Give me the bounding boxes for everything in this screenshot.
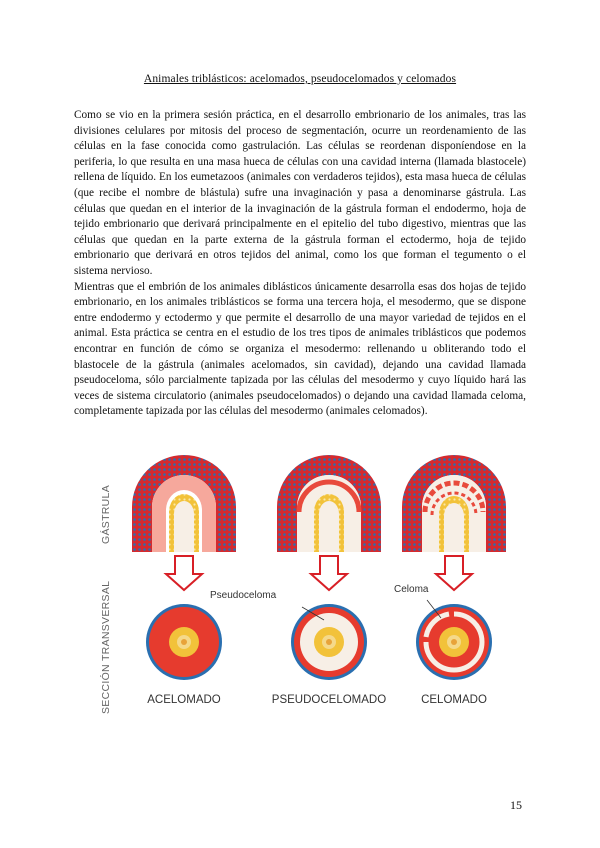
body-text [74, 108, 526, 420]
section-pseudocelomado [291, 604, 367, 680]
caption-pseudocelomado: PSEUDOCELOMADO [271, 694, 387, 706]
page-title: Animales triblásticos: acelomados, pseudocelomados y celomados [143, 73, 457, 85]
annotation-pseudoceloma: Pseudoceloma [210, 590, 277, 601]
gastrula-acelomado [132, 455, 236, 552]
section-acelomado [146, 604, 222, 680]
gastrula-pseudocelomado [277, 455, 381, 552]
row-label-gastrula: GÁSTRULA [100, 485, 112, 544]
section-celomado [416, 600, 492, 680]
embryo-figure [92, 452, 512, 732]
paragraph-2: Mientras que el embrión de los animales diblásticos únicamente desarrolla esas dos hojas de tejido embrionario, en los animales triblásticos se forma una tercera hoja, el mesodermo, que se dispone entre endodermo y ectodermo y que permite el desarrollo de una mayor variedad de tejidos en el animal. Esta práctica se centra en el estudio de los tres tipos de animales triblásticos que podemos encontrar en función de cómo se organiza el mesodermo: rellenando u obliterando todo el blastocele de la gástrula (animales acelomados, sin cavidad), dejando una cavidad llamada pseudoceloma, sólo parcialmente tapizada por las células del mesodermo y cuyo líquido hará las veces de sistema circulatorio (animales pseudocelomados) o dejando una cavidad llamada celoma, completamente tapizada por las células del mesodermo (animales celomados). [74, 280, 526, 418]
row-label-cross-section: SECCIÓN TRANSVERSAL [100, 580, 112, 714]
arrow-3 [436, 556, 472, 590]
page-number: 15 [510, 798, 522, 812]
gastrula-celomado [402, 455, 506, 552]
arrow-1 [166, 556, 202, 590]
arrow-2 [311, 556, 347, 590]
annotation-celoma: Celoma [394, 584, 429, 595]
paragraph-1: Como se vio en la primera sesión práctica, en el desarrollo embrionario de los animales, tras las divisiones celulares por mitosis del proceso de segmentación, ocurre un reordenamiento de las células en la fase conocida como gastrulación. Las células se reordenan disponíendose en la periferia, lo que resulta en una masa hueca de células con una cavidad interna (llamada blastocele) rellena de líquido. En los eumetazoos (animales con verdaderos tejidos), esta masa hueca de células (que recibe el nombre de blástula) sufre una invaginación y pasa a denominarse gástrula. Las células que quedan en el interior de la invaginación de la gástrula forman el endodermo, hoja de tejido embrionario que derivará principalmente en el epitelio del tubo digestivo, mientras que las células que quedan en la parte externa de la gástrula forman el ectodermo, hoja de tejido embrionario que derivará en otros tejidos del animal, como los que forman el tegumento o el sistema nervioso. [74, 109, 526, 277]
embryo-illustration [92, 452, 512, 732]
caption-celomado: CELOMADO [421, 694, 487, 706]
caption-acelomado: ACELOMADO [147, 694, 221, 706]
